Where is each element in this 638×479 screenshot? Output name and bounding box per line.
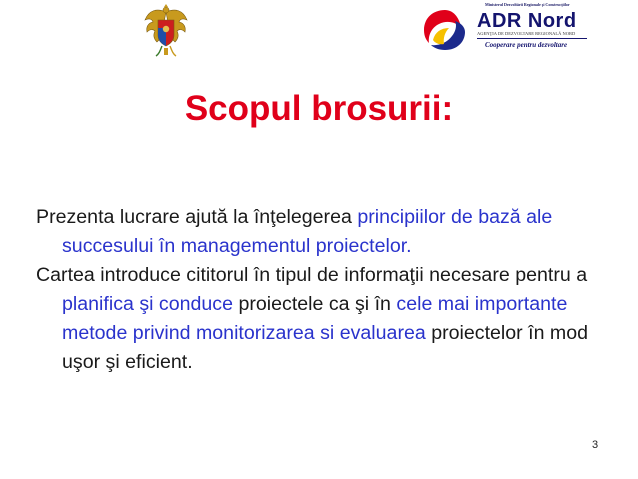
logo-tagline: Cooperare pentru dezvoltare	[485, 41, 568, 49]
logo-ministry-text: Ministerul Dezvoltării Regionale şi Construcţiilor	[485, 2, 570, 7]
adr-nord-logo	[413, 0, 599, 59]
paragraph-2-text-a: Cartea introduce cititorul în tipul de informaţii necesare pentru a	[36, 264, 588, 286]
slide-body	[36, 203, 596, 377]
paragraph-2-highlight-a: planifica şi conduce	[62, 293, 234, 315]
paragraph-content	[36, 261, 596, 377]
paragraph-purpose	[36, 203, 596, 261]
adr-nord-swirl-icon	[419, 6, 471, 54]
coat-of-arms-icon	[143, 2, 189, 58]
paragraph-2-highlight-b: cele mai importante metode privind monitorizarea si evaluarea	[62, 293, 568, 344]
paragraph-1-text: Prezenta lucrare ajută la înţelegerea	[36, 206, 358, 228]
logo-agency-text: AGENŢIA DE DEZVOLTARE REGIONALĂ NORD	[477, 31, 576, 36]
logo-divider	[477, 38, 587, 39]
paragraph-2-text-b: proiectele ca şi în	[233, 293, 397, 315]
page-number: 3	[592, 439, 599, 451]
paragraph-1-highlight: principiilor de bază ale succesului în managementul proiectelor.	[62, 206, 553, 257]
paragraph-2-text-c: proiectelor în mod uşor şi eficient.	[62, 322, 589, 373]
logo-title: ADR Nord	[477, 10, 577, 32]
slide-title: Scopul brosurii:	[184, 89, 454, 128]
